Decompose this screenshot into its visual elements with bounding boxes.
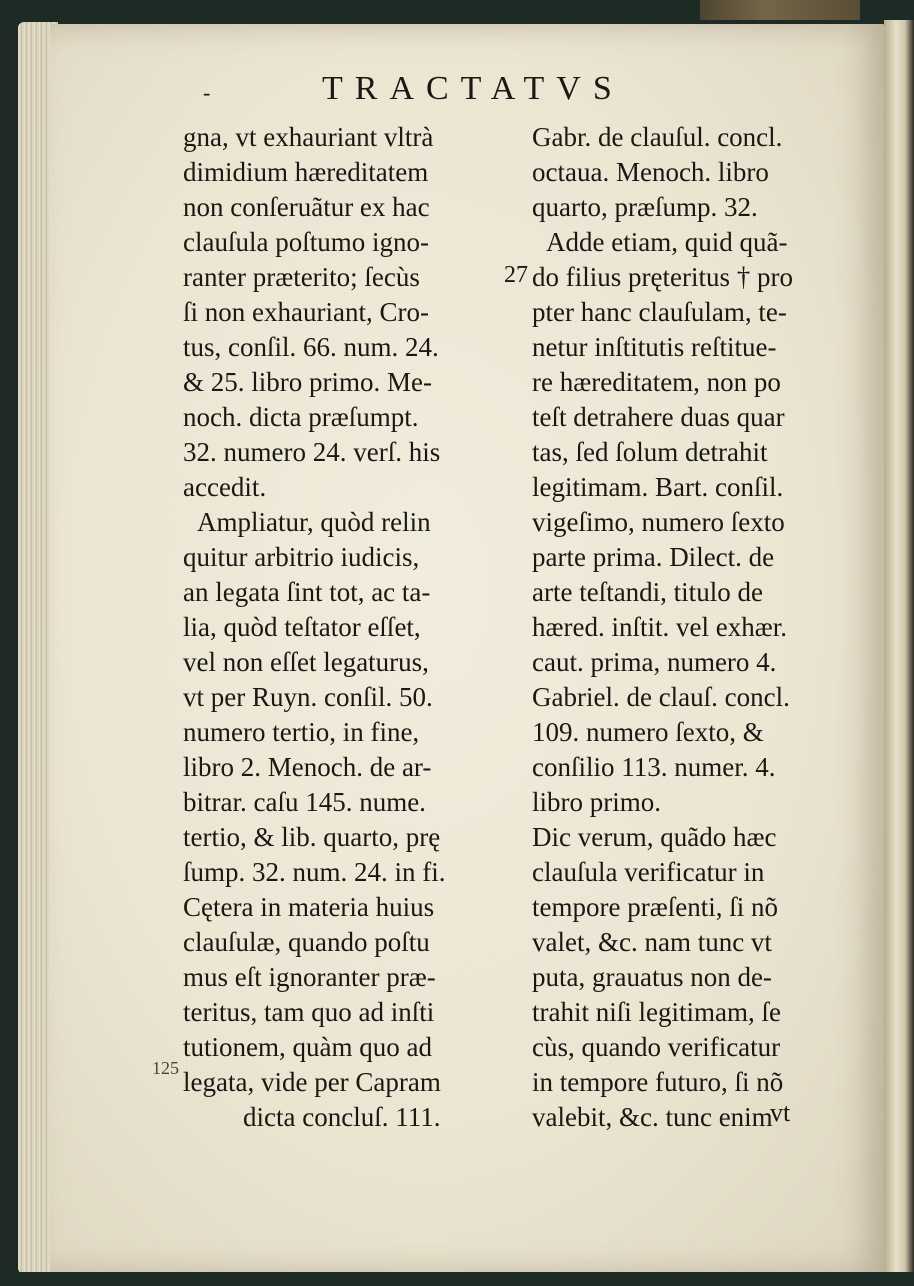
text-line: re hæreditatem, non po	[532, 367, 781, 397]
text-line: quitur arbitrio iudicis,	[183, 542, 420, 572]
text-line: noch. dicta præſumpt.	[183, 402, 419, 432]
text-line: libro primo.	[532, 787, 661, 817]
text-line: parte prima. Dilect. de	[532, 542, 775, 572]
text-line: caut. prima, numero 4.	[532, 647, 777, 677]
margin-note-number: 27	[504, 262, 528, 288]
text-line: teſt detrahere duas quar	[532, 402, 785, 432]
text-line: clauſula verificatur in	[532, 857, 765, 887]
text-line: legata, vide per Capram	[183, 1067, 441, 1097]
text-line: netur inſtitutis reſtitue-	[532, 332, 777, 362]
text-line: Gabriel. de clauſ. concl.	[532, 682, 790, 712]
text-line: non conſeruãtur ex hac	[183, 192, 430, 222]
text-line: dicta concluſ. 111.	[243, 1102, 441, 1132]
text-line: clauſula poſtumo igno-	[183, 227, 429, 257]
text-line: ſi non exhauriant, Cro-	[183, 297, 429, 327]
text-line: accedit.	[183, 472, 267, 502]
text-line: puta, grauatus non de-	[532, 962, 772, 992]
text-line: bitrar. caſu 145. nume.	[183, 787, 426, 817]
text-line: pter hanc clauſulam, te-	[532, 297, 787, 327]
text-line: 109. numero ſexto, &	[532, 717, 764, 747]
text-line: mus eſt ignoranter præ-	[183, 962, 436, 992]
text-line: tertio, & lib. quarto, prę	[183, 822, 441, 852]
page-right-edge	[884, 20, 914, 1276]
text-line: Cętera in materia huius	[183, 892, 435, 922]
text-line: valebit, &c. tunc enim	[532, 1102, 773, 1132]
text-line: teritus, tam quo ad inſti	[183, 997, 435, 1027]
book-cover-edge	[700, 0, 860, 20]
text-line: valet, &c. nam tunc vt	[532, 927, 772, 957]
text-line: tas, ſed ſolum detrahit	[532, 437, 768, 467]
left-column	[183, 120, 483, 1135]
text-line: libro 2. Menoch. de ar-	[183, 752, 432, 782]
text-line: numero tertio, in fine,	[183, 717, 420, 747]
right-column	[532, 120, 842, 1135]
text-line: cùs, quando verificatur	[532, 1032, 781, 1062]
text-line: trahit niſi legitimam, ſe	[532, 997, 781, 1027]
margin-note-bottom: 125	[152, 1058, 179, 1078]
text-line: & 25. libro primo. Me-	[183, 367, 432, 397]
text-line: tutionem, quàm quo ad	[183, 1032, 432, 1062]
text-line: dimidium hæreditatem	[183, 157, 429, 187]
text-line: vigeſimo, numero ſexto	[532, 507, 785, 537]
text-line: ranter præterito; ſecùs	[183, 262, 420, 292]
text-line: vel non eſſet legaturus,	[183, 647, 429, 677]
text-line: Dic verum, quãdo hæc	[532, 822, 777, 852]
text-line: tus, conſil. 66. num. 24.	[183, 332, 439, 362]
text-line: 32. numero 24. verſ. his	[183, 437, 441, 467]
text-line: arte teſtandi, titulo de	[532, 577, 763, 607]
text-line: tempore præſenti, ſi nõ	[532, 892, 778, 922]
text-line: in tempore futuro, ſi nõ	[532, 1067, 784, 1097]
text-line: ſump. 32. num. 24. in fi.	[183, 857, 446, 887]
text-line: lia, quòd teſtator eſſet,	[183, 612, 421, 642]
page-title: TRACTATVS	[322, 70, 624, 107]
text-line: quarto, præſump. 32.	[532, 192, 758, 222]
catchword: vt	[770, 1098, 791, 1127]
text-line: Adde etiam, quid quã-	[546, 227, 788, 257]
text-line: octaua. Menoch. libro	[532, 157, 769, 187]
background-bottom	[0, 1272, 914, 1286]
text-line: hæred. inſtit. vel exhær.	[532, 612, 787, 642]
text-line: Gabr. de clauſul. concl.	[532, 122, 783, 152]
text-line: do filius pręteritus † pro	[532, 262, 793, 292]
text-line: Ampliatur, quòd relin	[197, 507, 431, 537]
text-line: vt per Ruyn. conſil. 50.	[183, 682, 433, 712]
header-ornament: -	[203, 80, 211, 105]
text-line: legitimam. Bart. conſil.	[532, 472, 784, 502]
text-line: clauſulæ, quando poſtu	[183, 927, 430, 957]
text-line: conſilio 113. numer. 4.	[532, 752, 776, 782]
text-line: an legata ſint tot, ac ta-	[183, 577, 431, 607]
text-line: gna, vt exhauriant vltrà	[183, 122, 434, 152]
